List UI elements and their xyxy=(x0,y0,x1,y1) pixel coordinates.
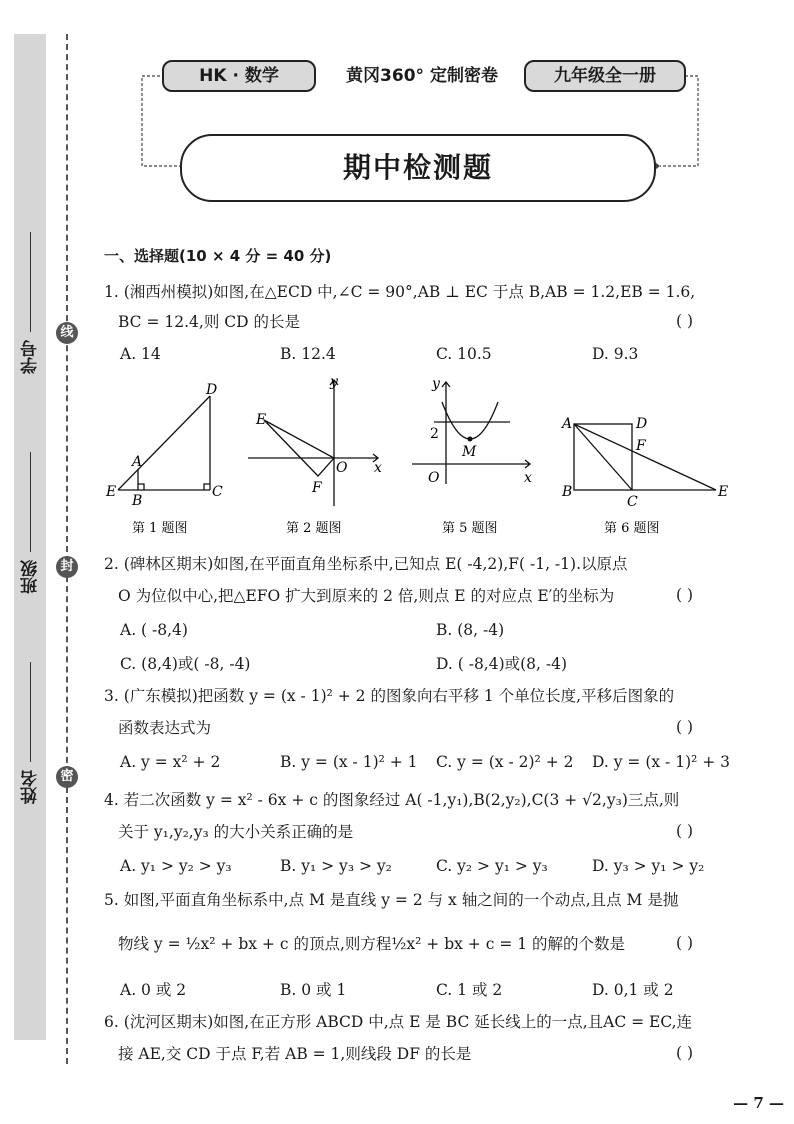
q1-line2: BC = 12.4,则 CD 的长是 xyxy=(118,313,300,331)
q5-option-c: C. 1 或 2 xyxy=(436,981,503,999)
q1-option-b: B. 12.4 xyxy=(280,345,336,363)
q5-option-b: B. 0 或 1 xyxy=(280,981,347,999)
q3-option-b: B. y = (x - 1)² + 1 xyxy=(280,753,418,771)
student-id-field[interactable] xyxy=(30,232,31,332)
fig6-label-e: E xyxy=(718,484,729,500)
q4-option-a: A. y₁ > y₂ > y₃ xyxy=(120,857,232,875)
q3-option-c: C. y = (x - 2)² + 2 xyxy=(436,753,574,771)
fig6-label-b: B xyxy=(562,484,573,500)
subject-pill: HK · 数学 xyxy=(162,60,316,92)
section-heading: 一、选择题(10 × 4 分 = 40 分) xyxy=(104,247,332,265)
fig2-label-e: E xyxy=(256,412,267,428)
q5-option-a: A. 0 或 2 xyxy=(120,981,187,999)
fig5-label-o: O xyxy=(428,470,440,486)
q3-line2: 函数表达式为 xyxy=(118,719,212,737)
page-title: 期中检测题 xyxy=(180,134,656,202)
fig6-label-d: D xyxy=(636,416,648,432)
q2-option-d: D. ( -8,4)或(8, -4) xyxy=(436,655,568,673)
grade-pill: 九年级全一册 xyxy=(524,60,686,92)
fig1-label-c: C xyxy=(212,484,223,500)
page-number: — 7 — xyxy=(733,1094,784,1112)
q5-answer-blank[interactable]: ( ) xyxy=(676,934,694,952)
q6-line2: 接 AE,交 CD 于点 F,若 AB = 1,则线段 DF 的长是 xyxy=(118,1045,472,1063)
q4-line2: 关于 y₁,y₂,y₃ 的大小关系正确的是 xyxy=(118,823,354,841)
q1-option-d: D. 9.3 xyxy=(592,345,639,363)
q4-answer-blank[interactable]: ( ) xyxy=(676,822,694,840)
q2-answer-blank[interactable]: ( ) xyxy=(676,586,694,604)
q2-option-a: A. ( -8,4) xyxy=(120,621,188,639)
q4-option-b: B. y₁ > y₃ > y₂ xyxy=(280,857,392,875)
q3-option-a: A. y = x² + 2 xyxy=(120,753,221,771)
q3-option-d: D. y = (x - 1)² + 3 xyxy=(592,753,731,771)
q6-answer-blank[interactable]: ( ) xyxy=(676,1044,694,1062)
q3-answer-blank[interactable]: ( ) xyxy=(676,718,694,736)
student-id-label: 学号 xyxy=(21,340,41,374)
fig6-label-f: F xyxy=(636,438,646,454)
figure-6 xyxy=(574,424,716,490)
fig6-label-c: C xyxy=(627,494,638,510)
caption-fig5: 第 5 题图 xyxy=(442,521,498,536)
figures-row xyxy=(100,372,760,540)
q3-line1: 3. (广东模拟)把函数 y = (x - 1)² + 2 的图象向右平移 1 个单位长度,平移后图象的 xyxy=(104,687,675,705)
q5-line2: 物线 y = ½x² + bx + c 的顶点,则方程½x² + bx + c = 1 的解的个数是 xyxy=(118,935,626,953)
q4-option-c: C. y₂ > y₁ > y₃ xyxy=(436,857,548,875)
q1-option-a: A. 14 xyxy=(120,345,161,363)
stamp-seal: 封 xyxy=(56,556,78,578)
fig1-label-b: B xyxy=(132,493,143,509)
q2-option-b: B. (8, -4) xyxy=(436,621,505,639)
cut-line xyxy=(66,34,68,1064)
fig1-label-a: A xyxy=(132,454,143,470)
q5-option-d: D. 0,1 或 2 xyxy=(592,981,674,999)
series-title: 黄冈360° 定制密卷 xyxy=(346,66,498,86)
q5-line1: 5. 如图,平面直角坐标系中,点 M 是直线 y = 2 与 x 轴之间的一个动点,且点 M 是抛 xyxy=(104,891,679,909)
name-field[interactable] xyxy=(30,662,31,762)
fig2-label-x: x xyxy=(374,460,382,476)
fig5-label-m: M xyxy=(462,444,477,460)
fig2-label-o: O xyxy=(336,460,348,476)
fig5-label-y: y xyxy=(432,376,440,392)
fig6-label-a: A xyxy=(562,416,573,432)
q2-option-c: C. (8,4)或( -8, -4) xyxy=(120,655,251,673)
stamp-secret: 密 xyxy=(56,766,78,788)
fig1-label-d: D xyxy=(206,382,218,398)
stamp-line: 线 xyxy=(56,322,78,344)
q1-option-c: C. 10.5 xyxy=(436,345,492,363)
fig2-label-f: F xyxy=(312,480,322,496)
fig5-label-2: 2 xyxy=(430,426,439,442)
q6-line1: 6. (沈河区期末)如图,在正方形 ABCD 中,点 E 是 BC 延长线上的一点,且AC = EC,连 xyxy=(104,1013,693,1031)
q4-option-d: D. y₃ > y₁ > y₂ xyxy=(592,857,705,875)
caption-fig2: 第 2 题图 xyxy=(286,521,342,536)
q1-answer-blank[interactable]: ( ) xyxy=(676,312,694,330)
name-label: 姓名 xyxy=(21,770,41,804)
fig1-label-e: E xyxy=(106,484,117,500)
q2-line1: 2. (碑林区期末)如图,在平面直角坐标系中,已知点 E( -4,2),F( -1, -1).以原点 xyxy=(104,555,628,573)
fig5-label-x: x xyxy=(524,470,532,486)
q4-line1: 4. 若二次函数 y = x² - 6x + c 的图象经过 A( -1,y₁),B(2,y₂),C(3 + √2,y₃)三点,则 xyxy=(104,791,680,809)
q2-line2: O 为位似中心,把△EFO 扩大到原来的 2 倍,则点 E 的对应点 E′的坐标为 xyxy=(118,587,615,605)
caption-fig1: 第 1 题图 xyxy=(132,521,188,536)
figure-1 xyxy=(118,396,210,490)
q1-line1: 1. (湘西州模拟)如图,在△ECD 中,∠C = 90°,AB ⊥ EC 于点 B,AB = 1.2,EB = 1.6, xyxy=(104,283,696,301)
class-field[interactable] xyxy=(30,452,31,552)
class-label: 班级 xyxy=(21,560,41,594)
caption-fig6: 第 6 题图 xyxy=(604,521,660,536)
fig2-label-y: y xyxy=(330,374,338,390)
